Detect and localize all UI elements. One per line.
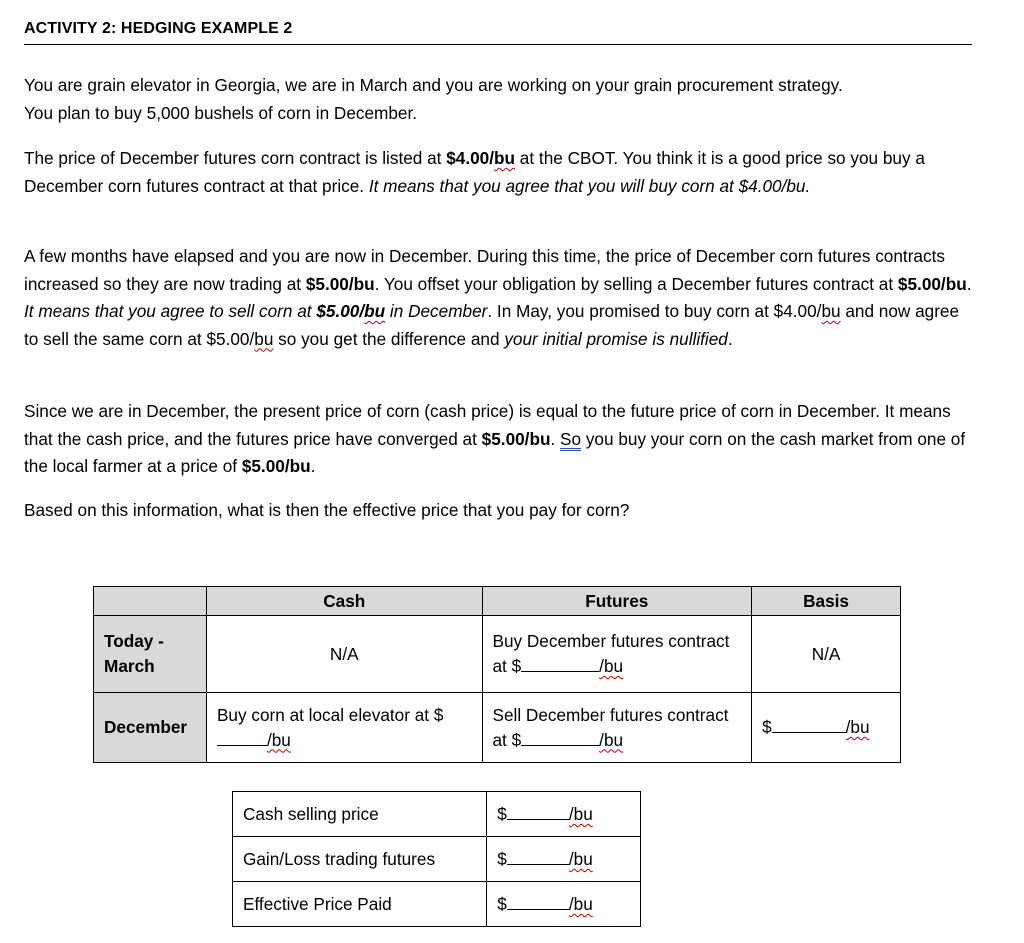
text: A few months have elapsed and you are now in December. During this time, the price of December corn futures contracts increased so they are now trading at [24,246,945,294]
blank-field[interactable] [521,655,599,672]
table-row [233,882,641,927]
header-cell-futures: Futures [482,587,752,616]
header-cell-cash: Cash [206,587,482,616]
summary-value-cell [487,837,641,882]
unit-text: /bu [568,894,593,914]
price-unit: bu [821,301,841,321]
blank-field[interactable] [217,729,267,746]
dollar-prefix: $ [497,804,507,824]
price-text: $4.00/ [446,148,495,168]
text: Since we are in December, the present price of corn (cash price) is equal to the future price of corn in December. It means that the cash price, and the futures price have converged at [24,401,951,449]
text: at the CBOT. You think it is a good price so you buy a December corn futures contract at that price. [24,148,925,196]
summary-label: Gain/Loss trading futures [233,837,487,882]
text: . [727,328,733,349]
intro-line-2: You plan to buy 5,000 bushels of corn in December. [24,102,418,123]
italic-text: your initial promise is nullified [504,328,728,349]
summary-label: Effective Price Paid [233,882,487,927]
table-row [94,693,901,763]
cash-cell: N/A [206,616,482,693]
blank-field[interactable] [507,803,569,820]
text: . In May, you promised to buy corn at $4.00/ [487,301,822,321]
row-label-december: December [94,693,207,763]
text: and now agree to sell the same corn at $5.00/ [24,301,960,349]
summary-table [232,791,641,927]
row-label-today: Today - March [94,616,207,693]
price-text: $5.00/ [316,301,365,321]
price-text: $5.00/bu [897,273,967,294]
dollar-prefix: $ [497,894,507,914]
paragraph-convergence [24,398,974,481]
summary-label: Cash selling price [233,792,487,837]
text: you buy your corn on the cash market from one of the local farmer at a price of [24,428,966,476]
question-text: Based on this information, what is then the effective price that you pay for corn? [24,500,630,520]
italic-text: It means that you agree that you will buy corn at $4.00/bu. [368,175,811,196]
activity-heading: ACTIVITY 2: HEDGING EXAMPLE 2 [24,20,972,45]
intro-line-1: You are grain elevator in Georgia, we are in March and you are working on your grain procurement strategy. [24,75,843,95]
unit-text: /bu [568,804,593,824]
unit-text: /bu [568,849,593,869]
dollar-prefix: $ [497,849,507,869]
futures-cell [482,616,752,693]
unit-text: /bu [266,729,291,750]
header-cell-basis: Basis [752,587,901,616]
text: . [550,428,561,449]
futures-cell [482,693,752,763]
cash-text: Buy corn at local elevator at $ [216,704,444,725]
text: . You offset your obligation by selling a December futures contract at [374,273,898,294]
summary-value-cell [487,792,641,837]
text: so you get the difference and [273,328,505,349]
basis-cell: N/A [752,616,901,693]
text: . [966,273,972,294]
blank-field[interactable] [507,848,569,865]
table-row [233,792,641,837]
basis-cell [752,693,901,763]
price-text: $5.00/bu [241,456,311,476]
price-unit: bu [254,328,274,349]
unit-text: /bu [599,729,624,750]
futures-text: Buy December futures contract at $ [492,631,730,676]
header-cell-empty [94,587,207,616]
text: . [310,456,316,476]
futures-text: Sell December futures contract at $ [492,704,729,750]
table-row [233,837,641,882]
summary-value-cell [487,882,641,927]
text: The price of December futures corn contract is listed at [24,148,447,168]
table-header-row [94,587,901,616]
blank-field[interactable] [507,893,569,910]
italic-text: in December [385,301,488,321]
cash-cell [206,693,482,763]
hedging-table [93,586,901,763]
paragraph-intro [24,72,974,127]
paragraph-offset [24,243,974,353]
unit-text: /bu [845,717,870,737]
paragraph-futures-purchase [24,145,974,200]
table-row [94,616,901,693]
blank-field[interactable] [521,729,599,746]
price-text: $5.00/bu [481,428,551,449]
price-unit: bu [494,148,516,168]
unit-text: /bu [599,656,624,676]
basis-prefix: $ [762,717,772,737]
price-unit: bu [364,301,386,321]
text: So [560,428,582,449]
price-text: $5.00/bu [305,273,375,294]
blank-field[interactable] [772,716,846,733]
italic-text: It means that you agree to sell corn at [24,301,317,321]
